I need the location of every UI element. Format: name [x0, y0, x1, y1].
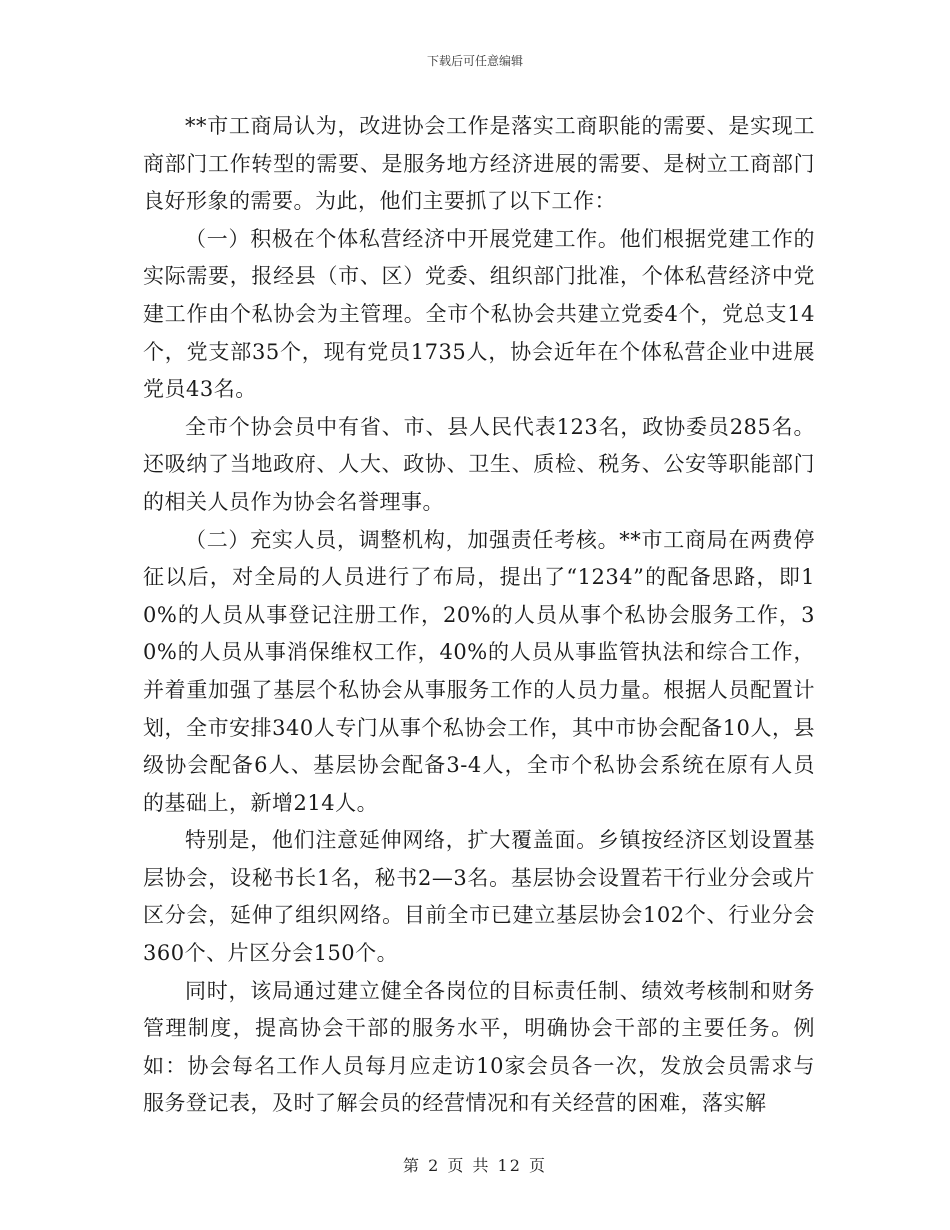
page-header: 下载后可任意编辑: [426, 54, 523, 68]
document-body: [143, 108, 815, 1123]
paragraph-network: 特别是，他们注意延伸网络，扩大覆盖面。乡镇按经济区划设置基层协会，设秘书长1名，秘书2—3名。基层协会设置若干行业分会或片区分会，延伸了组织网络。目前全市已建立基层协会102个、行业分会360个、片区分会150个。: [143, 828, 815, 966]
paragraph-section-1: （一）积极在个体私营经济中开展党建工作。他们根据党建工作的实际需要，报经县（市、区）党委、组织部门批准，个体私营经济中党建工作由个私协会为主管理。全市个私协会共建立党委4个，党总支14个，党支部35个，现有党员1735人，协会近年在个体私营企业中进展党员43名。: [143, 226, 815, 402]
page-footer: 第 2 页 共 12 页: [403, 1156, 547, 1175]
paragraph-responsibility: 同时，该局通过建立健全各岗位的目标责任制、绩效考核制和财务管理制度，提高协会干部的服务水平，明确协会干部的主要任务。例如：协会每名工作人员每月应走访10家会员各一次，发放会员需求与服务登记表，及时了解会员的经营情况和有关经营的困难，落实解: [143, 978, 815, 1116]
paragraph-intro: **市工商局认为，改进协会工作是落实工商职能的需要、是实现工商部门工作转型的需要、是服务地方经济进展的需要、是树立工商部门良好形象的需要。为此，他们主要抓了以下工作：: [143, 114, 815, 214]
paragraph-representatives: 全市个协会员中有省、市、县人民代表123名，政协委员285名。还吸纳了当地政府、人大、政协、卫生、质检、税务、公安等职能部门的相关人员作为协会名誉理事。: [143, 414, 815, 514]
paragraph-section-2: （二）充实人员，调整机构，加强责任考核。**市工商局在两费停征以后，对全局的人员进行了布局，提出了“1234”的配备思路，即10%的人员从事登记注册工作，20%的人员从事个私协会服务工作，30%的人员从事消保维权工作，40%的人员从事监管执法和综合工作，并着重加强了基层个私协会从事服务工作的人员力量。根据人员配置计划，全市安排340人专门从事个私协会工作，其中市协会配备10人，县级协会配备6人、基层协会配备3-4人，全市个私协会系统在原有人员的基础上，新增214人。: [143, 527, 815, 815]
